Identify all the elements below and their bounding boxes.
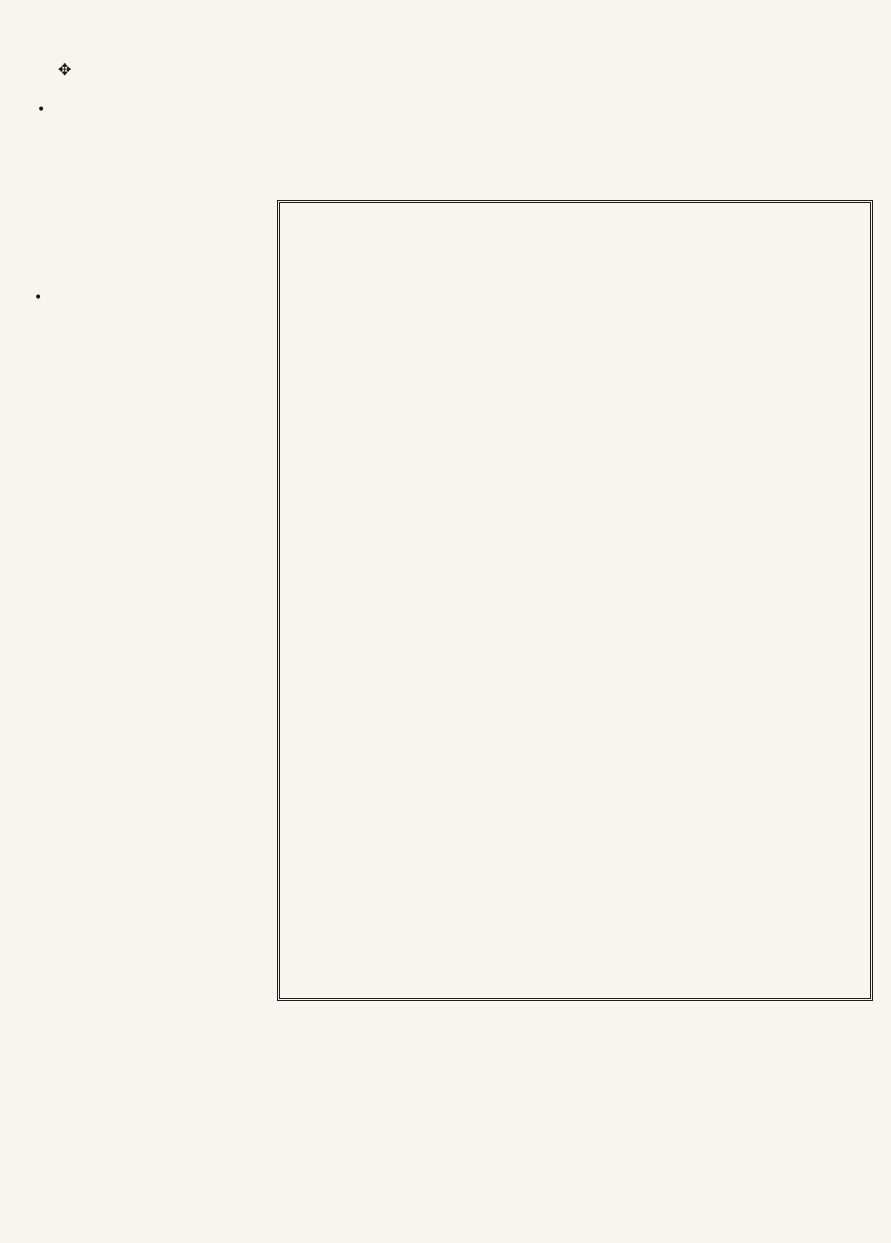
text-line (58, 131, 868, 157)
text-line (286, 415, 858, 441)
text-line (286, 237, 858, 263)
text-line (22, 808, 267, 838)
text-line (22, 748, 267, 778)
text-line (22, 325, 267, 355)
text-line (420, 168, 868, 194)
text-line (58, 1005, 868, 1031)
text-line (58, 1077, 868, 1103)
text-line (22, 687, 267, 717)
text-line (286, 890, 858, 916)
text-line (286, 801, 858, 827)
text-line (22, 295, 267, 325)
text-line (286, 593, 858, 619)
text-line (22, 899, 267, 929)
text-line (286, 771, 858, 797)
text-line (286, 296, 858, 322)
text-line (22, 718, 267, 748)
text-line (286, 356, 858, 382)
text-line (286, 653, 858, 679)
text-line (286, 742, 858, 768)
text-line (22, 416, 267, 446)
text-line (22, 506, 267, 536)
text-line (22, 959, 267, 989)
text-line (22, 536, 267, 566)
text-line (286, 326, 858, 352)
text-line (58, 1041, 868, 1067)
text-line (22, 385, 267, 415)
text-line (286, 950, 858, 976)
text-line (286, 534, 858, 560)
text-line (286, 385, 858, 411)
text-line (22, 778, 267, 808)
text-line (286, 266, 858, 292)
text-line (22, 869, 267, 899)
text-line (286, 563, 858, 589)
text-line (58, 100, 868, 126)
text-line (22, 476, 267, 506)
margin-mark: • (37, 102, 46, 118)
text-line (22, 838, 267, 868)
text-line (286, 623, 858, 649)
text-line (22, 446, 267, 476)
text-line (286, 207, 858, 233)
text-line (286, 860, 858, 886)
text-line (286, 682, 858, 708)
text-line (22, 929, 267, 959)
text-line (22, 627, 267, 657)
text-line (58, 66, 868, 92)
text-line (22, 355, 267, 385)
text-line (22, 204, 267, 234)
decorative-flourish: ✥ (58, 60, 72, 79)
text-line (286, 920, 858, 946)
text-line (22, 597, 267, 627)
text-line (286, 831, 858, 857)
text-line (58, 1149, 868, 1175)
text-line (22, 567, 267, 597)
text-line (286, 445, 858, 471)
text-line (22, 174, 267, 204)
text-line (286, 712, 858, 738)
text-line (22, 234, 267, 264)
page-number (322, 167, 412, 195)
text-line (286, 474, 858, 500)
text-line (286, 504, 858, 530)
text-line (22, 657, 267, 687)
text-line (22, 265, 267, 295)
margin-mark: • (34, 290, 43, 306)
text-line (58, 1113, 868, 1139)
